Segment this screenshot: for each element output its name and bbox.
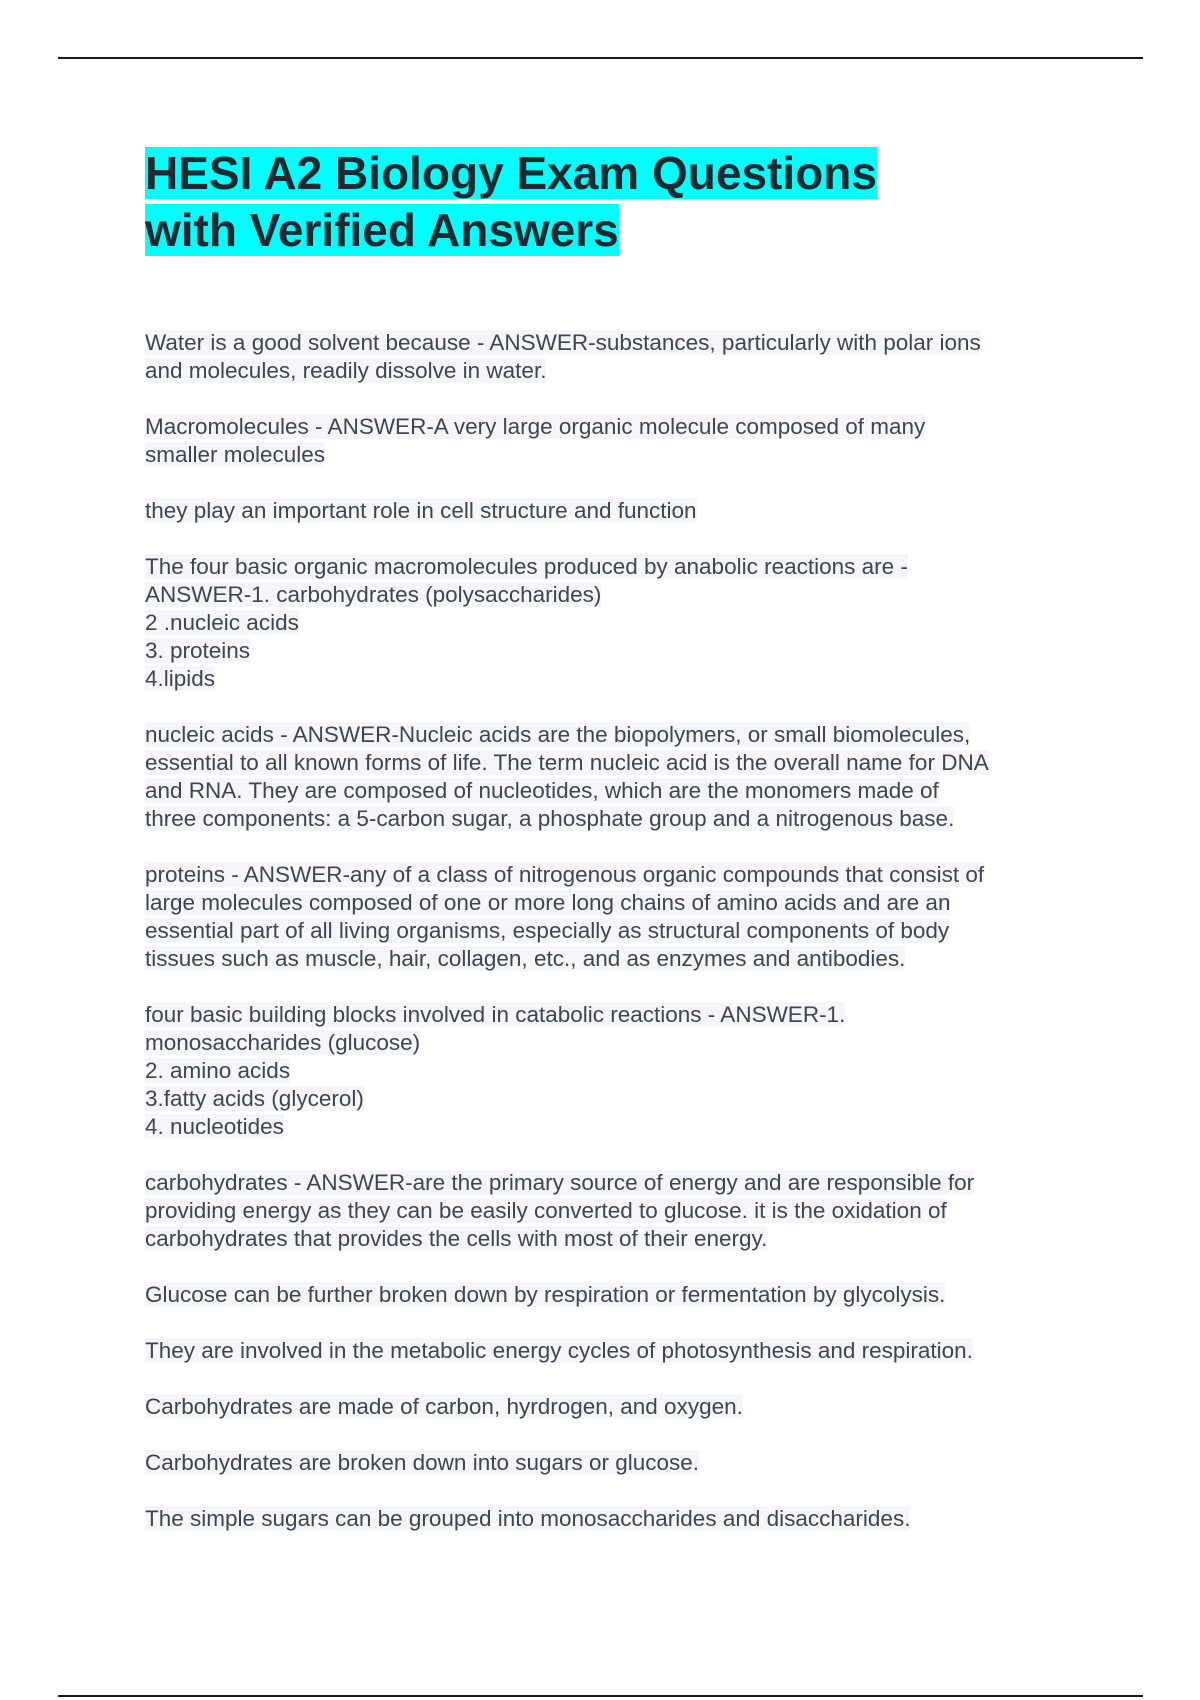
qa-paragraph: [145, 861, 1065, 973]
title-line: HESI A2 Biology Exam Questions: [145, 147, 877, 199]
qa-paragraph: [145, 721, 1065, 833]
text-line: ANSWER-1. carbohydrates (polysaccharides): [145, 582, 602, 607]
text-line: proteins - ANSWER-any of a class of nitrogenous organic compounds that consist of: [145, 862, 985, 887]
text-line: The simple sugars can be grouped into monosaccharides and disaccharides.: [145, 1506, 911, 1531]
text-line: four basic building blocks involved in catabolic reactions - ANSWER-1.: [145, 1002, 846, 1027]
text-line: nucleic acids - ANSWER-Nucleic acids are the biopolymers, or small biomolecules,: [145, 722, 971, 747]
document-title: [145, 145, 1065, 259]
title-line: with Verified Answers: [145, 204, 619, 256]
qa-paragraph: [145, 329, 1065, 385]
document-body: [145, 145, 1065, 1561]
qa-paragraph: [145, 1281, 1065, 1309]
text-line: 2. amino acids: [145, 1058, 291, 1083]
qa-paragraph: [145, 1505, 1065, 1533]
qa-paragraph: [145, 1449, 1065, 1477]
qa-paragraph: [145, 1169, 1065, 1253]
text-line: essential part of all living organisms, especially as structural components of body: [145, 918, 950, 943]
qa-paragraph: [145, 413, 1065, 469]
text-line: and RNA. They are composed of nucleotides, which are the monomers made of: [145, 778, 939, 803]
text-line: The four basic organic macromolecules produced by anabolic reactions are -: [145, 554, 908, 579]
qa-paragraph: [145, 1393, 1065, 1421]
text-line: three components: a 5-carbon sugar, a phosphate group and a nitrogenous base.: [145, 806, 955, 831]
text-line: Carbohydrates are made of carbon, hyrdrogen, and oxygen.: [145, 1394, 743, 1419]
text-line: 4. nucleotides: [145, 1114, 284, 1139]
text-line: tissues such as muscle, hair, collagen, etc., and as enzymes and antibodies.: [145, 946, 906, 971]
header-rule: [58, 57, 1143, 59]
text-line: They are involved in the metabolic energy cycles of photosynthesis and respiration.: [145, 1338, 973, 1363]
text-line: smaller molecules: [145, 442, 326, 467]
text-line: they play an important role in cell structure and function: [145, 498, 697, 523]
footer-rule: [58, 1695, 1143, 1697]
text-line: Water is a good solvent because - ANSWER-substances, particularly with polar ions: [145, 330, 981, 355]
text-line: 2 .nucleic acids: [145, 610, 299, 635]
text-line: providing energy as they can be easily converted to glucose. it is the oxidation of: [145, 1198, 947, 1223]
qa-paragraph: [145, 553, 1065, 693]
qa-paragraph: [145, 1001, 1065, 1141]
text-line: Macromolecules - ANSWER-A very large organic molecule composed of many: [145, 414, 926, 439]
text-line: large molecules composed of one or more long chains of amino acids and are an: [145, 890, 951, 915]
text-line: Glucose can be further broken down by respiration or fermentation by glycolysis.: [145, 1282, 946, 1307]
qa-paragraph: [145, 497, 1065, 525]
text-line: monosaccharides (glucose): [145, 1030, 421, 1055]
text-line: 3.fatty acids (glycerol): [145, 1086, 364, 1111]
text-line: essential to all known forms of life. The term nucleic acid is the overall name for DNA: [145, 750, 989, 775]
text-line: and molecules, readily dissolve in water.: [145, 358, 547, 383]
qa-paragraph: [145, 1337, 1065, 1365]
text-line: 4.lipids: [145, 666, 216, 691]
text-line: 3. proteins: [145, 638, 251, 663]
text-line: carbohydrates - ANSWER-are the primary source of energy and are responsible for: [145, 1170, 975, 1195]
text-line: Carbohydrates are broken down into sugars or glucose.: [145, 1450, 700, 1475]
text-line: carbohydrates that provides the cells with most of their energy.: [145, 1226, 768, 1251]
